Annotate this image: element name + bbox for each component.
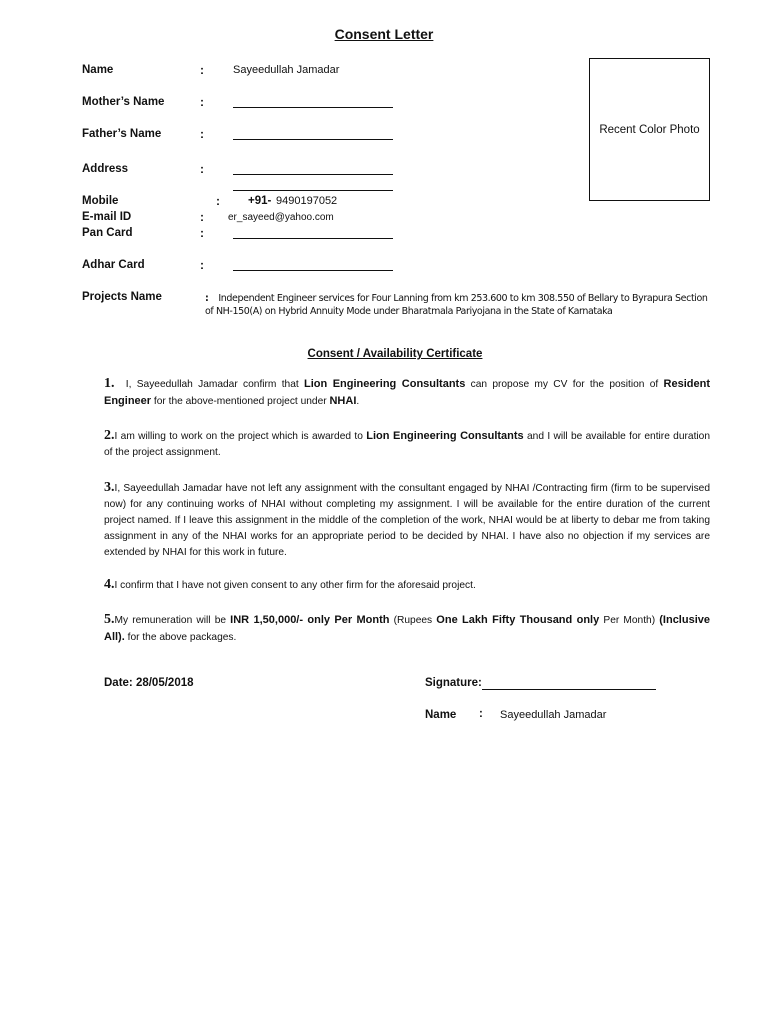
item-bold: Resident Engineer — [104, 378, 710, 407]
colon: : — [200, 210, 204, 224]
item-number: 2. — [104, 428, 115, 443]
item-text: I confirm that I have not given consent to any other firm for the aforesaid project. — [114, 580, 476, 591]
item-bold: One Lakh Fifty Thousand only — [436, 614, 600, 626]
email-label: E-mail ID — [82, 211, 132, 223]
certificate-item-4 — [104, 577, 710, 594]
certificate-item-1 — [104, 376, 710, 410]
colon: : — [479, 708, 483, 720]
footer-name-label: Name — [425, 709, 457, 721]
photo-box — [589, 58, 710, 201]
item-number: 5. — [104, 612, 115, 627]
item-text: (Rupees — [389, 615, 437, 626]
item-bold: NHAI — [329, 395, 357, 407]
colon: : — [200, 258, 204, 272]
date: Date: 28/05/2018 — [104, 677, 194, 689]
projects-name-text: Independent Engineer services for Four Lanning from km 253.600 to km 308.550 of Bellary to Byrapura Section of NH-150(A) on Hybrid Annuity Mode under Bharatmala Pariyojana in the State of Karnataka — [205, 293, 708, 317]
photo-box-label: Recent Color Photo — [599, 123, 700, 136]
colon: : — [200, 127, 204, 141]
mobile-prefix: +91- — [248, 195, 272, 207]
address-label: Address — [82, 163, 129, 175]
mother-name-blank — [233, 107, 393, 108]
item-text: My remuneration will be — [114, 615, 231, 626]
adhar-card-blank — [233, 270, 393, 271]
signature-line — [482, 689, 656, 690]
mobile-label: Mobile — [82, 195, 119, 207]
footer-name-value: Sayeedullah Jamadar — [500, 709, 607, 721]
item-number: 3. — [104, 480, 115, 495]
certificate-item-2 — [104, 428, 710, 461]
item-text: I, Sayeedullah Jamadar have not left any assignment with the consultant engaged by NHAI /Contracting firm (firm to be supervised now) for any continuing works of NHAI without completing my assignment. I will be available for the entire duration of the current project named. If I leave this assignment in the middle of the completion of the work, NHAI would be at liberty to debar me from taking assignment in any of the NHAI works for an appropriate period to be decided by NHAI. I have also no objection if my services are extended by NHAI for this work in future. — [104, 483, 710, 558]
certificate-title: Consent / Availability Certificate — [307, 348, 483, 360]
address-blank-1 — [233, 174, 393, 175]
mobile-value: 9490197052 — [276, 195, 338, 207]
colon: : — [200, 63, 204, 77]
colon: : — [200, 226, 204, 240]
mother-name-label: Mother’s Name — [82, 96, 165, 108]
item-text: I, Sayeedullah Jamadar confirm that — [125, 379, 304, 390]
item-text: I am willing to work on the project which is awarded to — [114, 431, 367, 442]
item-text: for the above-mentioned project under — [151, 396, 330, 407]
colon: : — [200, 162, 204, 176]
colon: : — [200, 95, 204, 109]
item-text: . — [356, 396, 360, 407]
item-bold: (Inclusive All). — [104, 614, 710, 643]
name-label: Name — [82, 64, 114, 76]
colon: : — [205, 293, 209, 304]
father-name-blank — [233, 139, 393, 140]
certificate-item-5 — [104, 612, 710, 646]
page-title: Consent Letter — [334, 26, 434, 42]
item-text: can propose my CV for the position of — [465, 379, 664, 390]
item-number: 4. — [104, 577, 115, 592]
projects-name-value — [205, 292, 715, 318]
item-text: for the above packages. — [124, 632, 237, 643]
item-text: and I will be available for entire duration of the project assignment. — [104, 431, 710, 458]
item-text: Per Month) — [599, 615, 660, 626]
item-bold: INR 1,50,000/- only Per Month — [230, 614, 390, 626]
name-value: Sayeedullah Jamadar — [233, 64, 340, 76]
item-bold: Lion Engineering Consultants — [366, 430, 524, 442]
adhar-card-label: Adhar Card — [82, 259, 145, 271]
projects-name-label: Projects Name — [82, 291, 162, 303]
signature-label: Signature: — [425, 677, 482, 689]
email-value: er_sayeed@yahoo.com — [228, 212, 334, 223]
pan-card-label: Pan Card — [82, 227, 133, 239]
father-name-label: Father’s Name — [82, 128, 162, 140]
pan-card-blank — [233, 238, 393, 239]
certificate-item-3 — [104, 480, 710, 561]
item-bold: Lion Engineering Consultants — [303, 378, 466, 390]
address-blank-2 — [233, 190, 393, 191]
item-number: 1. — [104, 376, 115, 391]
colon: : — [216, 194, 220, 208]
